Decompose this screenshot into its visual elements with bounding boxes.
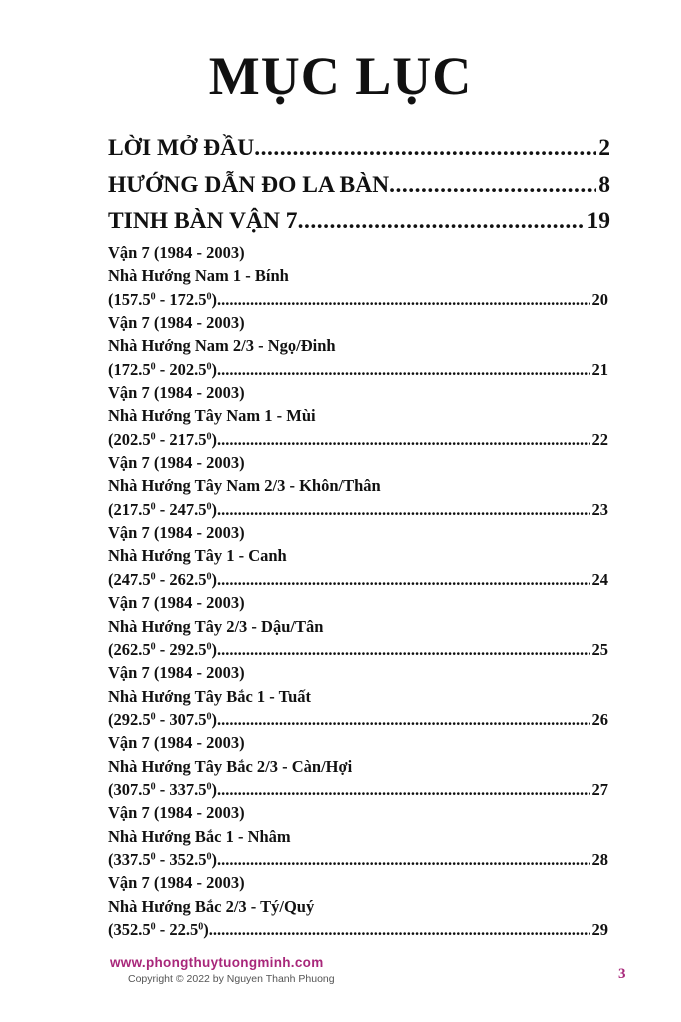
toc-sub-entry-page: 22	[591, 429, 608, 449]
period-label: Vận 7 (1984 - 2003)	[108, 383, 245, 403]
degree-mark: 0	[206, 361, 212, 373]
degree-mark: 0	[150, 781, 156, 793]
degree-range: (307.5$^0$ - 337.5$^0$)	[108, 779, 217, 799]
toc-sub-entry-page: 24	[591, 569, 608, 589]
degree-mark: 0	[206, 641, 212, 653]
period-label: Vận 7 (1984 - 2003)	[108, 453, 245, 473]
degree-range: (352.5$^0$ - 22.5$^0$)	[108, 919, 209, 939]
toc-sub-entry[interactable]	[108, 451, 608, 521]
dot-leader	[209, 918, 590, 941]
toc-sub-entry-page: 27	[591, 779, 608, 799]
period-label: Vận 7 (1984 - 2003)	[108, 313, 245, 333]
degree-range-row	[108, 918, 608, 941]
degree-mark: 0	[150, 361, 156, 373]
degree-from: 337.5	[113, 849, 151, 869]
toc-sub-entry-page: 28	[591, 849, 608, 869]
toc-sub-entry[interactable]	[108, 241, 608, 311]
dot-leader	[217, 708, 590, 731]
degree-from: 157.5	[113, 289, 151, 309]
toc-sub-entry-page: 23	[591, 499, 608, 519]
degree-range-row	[108, 358, 608, 381]
toc-sub-entry[interactable]	[108, 311, 608, 381]
period-label: Vận 7 (1984 - 2003)	[108, 803, 245, 823]
degree-range: (217.5$^0$ - 247.5$^0$)	[108, 499, 217, 519]
degree-range: (157.5$^0$ - 172.5$^0$)	[108, 289, 217, 309]
toc-main-entry-page: 2	[598, 135, 610, 161]
house-direction-label: Nhà Hướng Tây Nam 1 - Mùi	[108, 406, 316, 426]
degree-to: 307.5	[169, 709, 207, 729]
toc-sub-entry[interactable]	[108, 381, 608, 451]
toc-sub-entry[interactable]	[108, 591, 608, 661]
degree-mark: 0	[150, 431, 156, 443]
toc-sub-entry-page: 29	[591, 919, 608, 939]
toc-sub-entry[interactable]	[108, 801, 608, 871]
toc-sub-entries	[108, 241, 608, 941]
degree-from: 217.5	[113, 499, 151, 519]
house-direction-label: Nhà Hướng Bắc 1 - Nhâm	[108, 826, 291, 846]
copyright-notice: Copyright © 2022 by Nguyen Thanh Phuong	[128, 973, 335, 985]
degree-from: 262.5	[113, 639, 151, 659]
period-label: Vận 7 (1984 - 2003)	[108, 593, 245, 613]
dot-leader	[217, 498, 590, 521]
degree-mark: 0	[206, 571, 212, 583]
dot-leader	[298, 206, 585, 236]
toc-sub-entry-page: 20	[591, 289, 608, 309]
degree-from: 202.5	[113, 429, 151, 449]
toc-sub-entry-page: 26	[591, 709, 608, 729]
degree-to: 262.5	[169, 569, 207, 589]
degree-mark: 0	[198, 921, 204, 933]
degree-range: (202.5$^0$ - 217.5$^0$)	[108, 429, 217, 449]
house-direction-label: Nhà Hướng Tây Nam 2/3 - Khôn/Thân	[108, 476, 381, 496]
degree-from: 292.5	[113, 709, 151, 729]
degree-range-row	[108, 708, 608, 731]
degree-mark: 0	[206, 431, 212, 443]
degree-range-row	[108, 778, 608, 801]
degree-range-row	[108, 568, 608, 591]
house-direction-label: Nhà Hướng Nam 2/3 - Ngọ/Đinh	[108, 336, 336, 356]
toc-sub-entry[interactable]	[108, 521, 608, 591]
toc-main-entry-label: LỜI MỞ ĐẦU	[108, 135, 255, 161]
dot-leader	[217, 358, 590, 381]
degree-from: 352.5	[113, 919, 151, 939]
website-link[interactable]: www.phongthuytuongminh.com	[110, 955, 324, 970]
degree-range-row	[108, 498, 608, 521]
toc-main-entry-star-chart[interactable]	[108, 206, 610, 236]
degree-mark: 0	[206, 781, 212, 793]
degree-range: (292.5$^0$ - 307.5$^0$)	[108, 709, 217, 729]
dot-leader	[217, 848, 590, 871]
degree-range: (247.5$^0$ - 262.5$^0$)	[108, 569, 217, 589]
degree-mark: 0	[206, 291, 212, 303]
degree-to: 292.5	[169, 639, 207, 659]
dot-leader	[217, 638, 590, 661]
toc-main-entry-label: HƯỚNG DẪN ĐO LA BÀN	[108, 172, 390, 198]
dot-leader	[389, 170, 596, 200]
house-direction-label: Nhà Hướng Tây Bắc 2/3 - Càn/Hợi	[108, 756, 353, 776]
degree-to: 172.5	[169, 289, 207, 309]
toc-sub-entry[interactable]	[108, 871, 608, 941]
period-label: Vận 7 (1984 - 2003)	[108, 663, 245, 683]
period-label: Vận 7 (1984 - 2003)	[108, 873, 245, 893]
dot-leader	[217, 568, 590, 591]
degree-to: 337.5	[169, 779, 207, 799]
degree-mark: 0	[150, 921, 156, 933]
house-direction-label: Nhà Hướng Bắc 2/3 - Tý/Quý	[108, 896, 315, 916]
degree-mark: 0	[150, 291, 156, 303]
dot-leader	[217, 428, 590, 451]
toc-sub-entry-page: 21	[591, 359, 608, 379]
toc-main-entry-page: 19	[586, 208, 610, 234]
page-number: 3	[618, 966, 626, 982]
degree-mark: 0	[150, 711, 156, 723]
degree-from: 307.5	[113, 779, 151, 799]
degree-range: (262.5$^0$ - 292.5$^0$)	[108, 639, 217, 659]
degree-range-row	[108, 848, 608, 871]
toc-main-entry-intro[interactable]	[108, 133, 610, 163]
period-label: Vận 7 (1984 - 2003)	[108, 733, 245, 753]
toc-sub-entry[interactable]	[108, 661, 608, 731]
degree-range: (337.5$^0$ - 352.5$^0$)	[108, 849, 217, 869]
degree-to: 202.5	[169, 359, 207, 379]
footer	[110, 955, 335, 985]
toc-main-entry-compass-guide[interactable]	[108, 170, 610, 200]
page-title: MỤC LỤC	[208, 46, 473, 106]
house-direction-label: Nhà Hướng Tây Bắc 1 - Tuất	[108, 686, 312, 706]
degree-from: 247.5	[113, 569, 151, 589]
house-direction-label: Nhà Hướng Tây 1 - Canh	[108, 546, 287, 566]
degree-mark: 0	[206, 501, 212, 513]
dot-leader	[217, 778, 590, 801]
degree-mark: 0	[150, 571, 156, 583]
degree-mark: 0	[150, 501, 156, 513]
house-direction-label: Nhà Hướng Nam 1 - Bính	[108, 266, 289, 286]
degree-to: 247.5	[169, 499, 207, 519]
toc-sub-entry-page: 25	[591, 639, 608, 659]
dot-leader	[217, 288, 590, 311]
period-label: Vận 7 (1984 - 2003)	[108, 523, 245, 543]
period-label: Vận 7 (1984 - 2003)	[108, 243, 245, 262]
dot-leader	[254, 133, 596, 163]
degree-range: (172.5$^0$ - 202.5$^0$)	[108, 359, 217, 379]
degree-to: 217.5	[169, 429, 207, 449]
degree-to: 22.5	[169, 919, 199, 939]
house-direction-label: Nhà Hướng Tây 2/3 - Dậu/Tân	[108, 616, 324, 636]
toc-sub-entry[interactable]	[108, 731, 608, 801]
toc-main-entry-label: TINH BÀN VẬN 7	[108, 208, 298, 234]
degree-range-row	[108, 428, 608, 451]
degree-range-row	[108, 288, 608, 311]
degree-mark: 0	[150, 641, 156, 653]
degree-mark: 0	[150, 851, 156, 863]
degree-range-row	[108, 638, 608, 661]
degree-mark: 0	[206, 851, 212, 863]
degree-from: 172.5	[113, 359, 151, 379]
toc-main-entry-page: 8	[598, 172, 610, 198]
degree-mark: 0	[206, 711, 212, 723]
degree-to: 352.5	[169, 849, 207, 869]
